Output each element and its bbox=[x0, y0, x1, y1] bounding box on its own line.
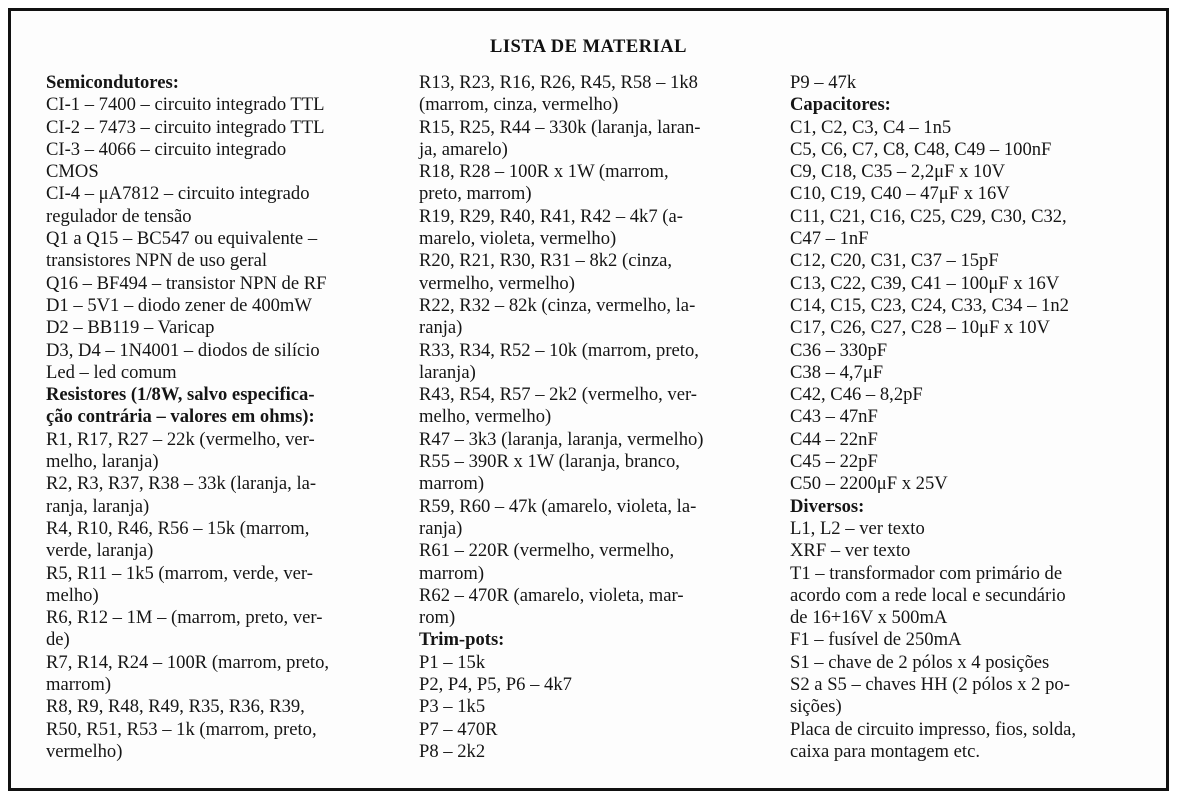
list-line: CI-3 – 4066 – circuito integrado bbox=[46, 138, 287, 160]
list-line: melho, laranja) bbox=[46, 451, 159, 473]
list-line: C13, C22, C39, C41 – 100μF x 16V bbox=[790, 272, 1060, 294]
list-line: de) bbox=[46, 629, 70, 651]
list-line: C5, C6, C7, C8, C48, C49 – 100nF bbox=[790, 138, 1052, 160]
list-line: P3 – 1k5 bbox=[419, 696, 486, 718]
list-line: R62 – 470R (amarelo, violeta, mar- bbox=[419, 584, 684, 606]
list-line: R2, R3, R37, R38 – 33k (laranja, la- bbox=[46, 473, 317, 495]
list-line: CMOS bbox=[46, 161, 99, 183]
list-line: R8, R9, R48, R49, R35, R36, R39, bbox=[46, 696, 305, 718]
list-line: C14, C15, C23, C24, C33, C34 – 1n2 bbox=[790, 294, 1069, 316]
list-line: rom) bbox=[419, 607, 456, 629]
list-line: D2 – BB119 – Varicap bbox=[46, 317, 215, 339]
list-line: R33, R34, R52 – 10k (marrom, preto, bbox=[419, 339, 699, 361]
list-line: R50, R51, R53 – 1k (marrom, preto, bbox=[46, 718, 317, 740]
list-line: R5, R11 – 1k5 (marrom, verde, ver- bbox=[46, 562, 313, 584]
list-line: R18, R28 – 100R x 1W (marrom, bbox=[419, 161, 669, 183]
list-line: verde, laranja) bbox=[46, 540, 154, 562]
list-line: R61 – 220R (vermelho, vermelho, bbox=[419, 540, 675, 562]
list-line: D3, D4 – 1N4001 – diodos de silício bbox=[46, 339, 320, 361]
list-line: marrom) bbox=[46, 674, 112, 696]
list-line: R59, R60 – 47k (amarelo, violeta, la- bbox=[419, 495, 697, 517]
list-line: de 16+16V x 500mA bbox=[790, 607, 948, 629]
list-line: T1 – transformador com primário de bbox=[790, 562, 1063, 584]
column-right bbox=[790, 72, 1152, 763]
list-line: C47 – 1nF bbox=[790, 228, 869, 250]
list-line: laranja) bbox=[419, 361, 476, 383]
list-line: R13, R23, R16, R26, R45, R58 – 1k8 bbox=[419, 72, 698, 93]
section-heading: Trim-pots: bbox=[419, 629, 505, 651]
list-line: C42, C46 – 8,2pF bbox=[790, 384, 923, 406]
list-line: preto, marrom) bbox=[419, 183, 532, 205]
page-title: LISTA DE MATERIAL bbox=[490, 37, 687, 57]
list-line: C43 – 47nF bbox=[790, 406, 878, 428]
list-line: R1, R17, R27 – 22k (vermelho, ver- bbox=[46, 428, 315, 450]
list-line: ranja, laranja) bbox=[46, 495, 150, 517]
list-line: R7, R14, R24 – 100R (marrom, preto, bbox=[46, 651, 330, 673]
list-line: Led – led comum bbox=[46, 361, 177, 383]
list-line: R20, R21, R30, R31 – 8k2 (cinza, bbox=[419, 250, 673, 272]
list-line: S2 a S5 – chaves HH (2 pólos x 2 po- bbox=[790, 674, 1070, 696]
list-line: C17, C26, C27, C28 – 10μF x 10V bbox=[790, 317, 1050, 339]
list-line: sições) bbox=[790, 696, 842, 718]
list-line: C44 – 22nF bbox=[790, 428, 878, 450]
list-line: F1 – fusível de 250mA bbox=[790, 629, 962, 651]
list-line: C1, C2, C3, C4 – 1n5 bbox=[790, 116, 952, 138]
list-line: caixa para montagem etc. bbox=[790, 740, 980, 762]
list-line: R43, R54, R57 – 2k2 (vermelho, ver- bbox=[419, 384, 697, 406]
section-heading: Capacitores: bbox=[790, 94, 891, 116]
list-line: vermelho, vermelho) bbox=[419, 272, 575, 294]
list-line: C11, C21, C16, C25, C29, C30, C32, bbox=[790, 205, 1067, 227]
list-line: C38 – 4,7μF bbox=[790, 361, 884, 383]
material-list-frame bbox=[8, 8, 1169, 791]
section-heading: ção contrária – valores em ohms): bbox=[46, 406, 315, 428]
list-line: (marrom, cinza, vermelho) bbox=[419, 94, 619, 116]
list-line: CI-4 – μA7812 – circuito integrado bbox=[46, 183, 310, 205]
list-line: C10, C19, C40 – 47μF x 16V bbox=[790, 183, 1010, 205]
list-line: R47 – 3k3 (laranja, laranja, vermelho) bbox=[419, 428, 704, 450]
list-line: regulador de tensão bbox=[46, 205, 192, 227]
list-line: S1 – chave de 2 pólos x 4 posições bbox=[790, 651, 1050, 673]
list-line: D1 – 5V1 – diodo zener de 400mW bbox=[46, 294, 312, 316]
list-line: P9 – 47k bbox=[790, 72, 857, 93]
list-line: CI-2 – 7473 – circuito integrado TTL bbox=[46, 116, 325, 138]
list-line: R4, R10, R46, R56 – 15k (marrom, bbox=[46, 517, 310, 539]
column-left bbox=[46, 72, 396, 763]
list-line: L1, L2 – ver texto bbox=[790, 517, 925, 539]
list-line: P7 – 470R bbox=[419, 718, 498, 740]
list-line: acordo com a rede local e secundário bbox=[790, 584, 1066, 606]
column-middle bbox=[419, 72, 771, 763]
list-line: P2, P4, P5, P6 – 4k7 bbox=[419, 674, 572, 696]
list-line: marelo, violeta, vermelho) bbox=[419, 228, 617, 250]
list-line: ranja) bbox=[419, 317, 463, 339]
list-line: CI-1 – 7400 – circuito integrado TTL bbox=[46, 94, 325, 116]
section-heading: Resistores (1/8W, salvo especifica- bbox=[46, 384, 315, 406]
list-line: C45 – 22pF bbox=[790, 451, 878, 473]
list-line: melho) bbox=[46, 584, 99, 606]
list-line: Q1 a Q15 – BC547 ou equivalente – bbox=[46, 228, 318, 250]
list-line: vermelho) bbox=[46, 740, 123, 762]
list-line: transistores NPN de uso geral bbox=[46, 250, 268, 272]
list-line: C12, C20, C31, C37 – 15pF bbox=[790, 250, 999, 272]
list-line: Placa de circuito impresso, fios, solda, bbox=[790, 718, 1077, 740]
list-line: marrom) bbox=[419, 473, 485, 495]
list-line: P8 – 2k2 bbox=[419, 740, 486, 762]
list-line: Q16 – BF494 – transistor NPN de RF bbox=[46, 272, 327, 294]
list-line: R6, R12 – 1M – (marrom, preto, ver- bbox=[46, 607, 323, 629]
list-line: P1 – 15k bbox=[419, 651, 486, 673]
list-line: R19, R29, R40, R41, R42 – 4k7 (a- bbox=[419, 205, 683, 227]
list-line: R22, R32 – 82k (cinza, vermelho, la- bbox=[419, 294, 696, 316]
list-line: ja, amarelo) bbox=[419, 138, 508, 160]
list-line: C9, C18, C35 – 2,2μF x 10V bbox=[790, 161, 1006, 183]
list-line: marrom) bbox=[419, 562, 485, 584]
list-line: R55 – 390R x 1W (laranja, branco, bbox=[419, 451, 680, 473]
list-line: XRF – ver texto bbox=[790, 540, 911, 562]
section-heading: Semicondutores: bbox=[46, 72, 179, 93]
list-line: R15, R25, R44 – 330k (laranja, laran- bbox=[419, 116, 701, 138]
list-line: C36 – 330pF bbox=[790, 339, 888, 361]
list-line: C50 – 2200μF x 25V bbox=[790, 473, 948, 495]
section-heading: Diversos: bbox=[790, 495, 865, 517]
list-line: ranja) bbox=[419, 517, 463, 539]
list-line: melho, vermelho) bbox=[419, 406, 552, 428]
